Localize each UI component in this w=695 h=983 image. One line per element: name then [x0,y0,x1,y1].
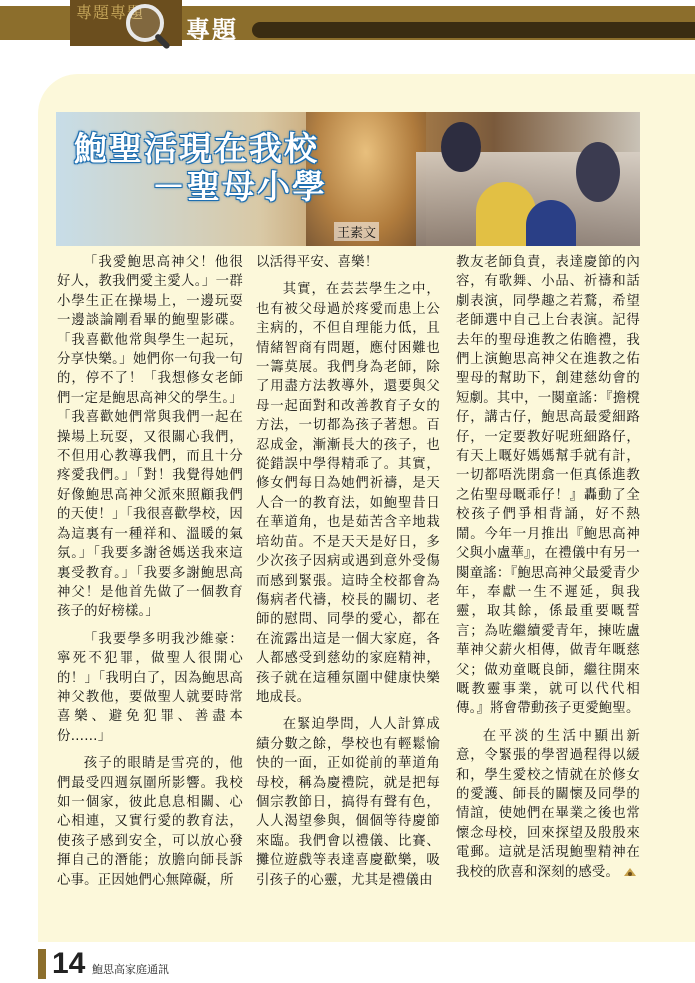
publication-name: 鮑思高家庭通訊 [92,963,169,976]
hero-photo-person [576,142,620,202]
hero-photo-child [526,200,576,246]
paragraph-last [456,727,640,882]
hero-photo-person [441,122,481,172]
logo-ghost-text: 專題專題 [76,3,145,22]
paragraph: 教友老師負責，表達慶節的內容，有歌舞、小品、祈禱和話劇表演，同學趣之若鶩，希望老師選中自己上台表演。記得去年的聖母進教之佑瞻禮，我們上演鮑思高神父在進教之佑聖母的幫助下，創建慈幼會的短劇。其中，一闋童謠：『擔櫈仔，講古仔，鮑思高最愛細路仔，一定要教好呢班細路仔，有天上嘅好媽媽幫手就有計，一切都唔洗閉翕一佢真係進教之佑聖母嘅乖仔！』轟動了全校孩子們爭相背誦，好不熱鬧。今年一月推出『鮑思高神父與小盧華』，在禮儀中有另一闋童謠：『鮑思高神父最愛青少年，奉獻一生不遲延，與我靈，取其餘，係最重要嘅誓言；為咗繼續愛青年，揀咗盧華神父薪火相傳，做青年嘅慈父；做劝童嘅良師，繼往開來嘅教靈事業，就可以代代相傳。』將會帶動孩子更愛鮑聖。 [456,255,640,717]
end-mark-icon [622,866,638,878]
text-column-1 [57,253,243,890]
page-header [0,0,695,46]
paragraph-text: 在平淡的生活中顯出新意，令緊張的學習過程得以緩和，學生愛校之情就在於修女的愛護、師長的關懷及同學的情誼，使她們在畢業之後也常懷念母校，回來探望及殷殷來電郵。這就是活現鮑聖精神在我校的欣喜和深刻的感受。 [456,728,640,880]
paragraph: 以活得平安、喜樂！ [256,255,379,270]
article-author: 王素文 [334,222,379,241]
paragraph: 其實，在芸芸學生之中，也有被父母過於疼愛而患上公主病的，不但自理能力低，且情緒智商有問題，應付困難也一籌莫展。我們身為老師，除了用盡方法教導外，還要與父母一起面對和改善教育子女的方法，一切都為孩子著想。百忍成金，漸漸長大的孩子，也從錯誤中學得精乖了。其實，修女們每日為她們祈禱，是天人合一的教育法，如鮑聖昔日在華道角，也是茹苦含辛地栽培幼苗。不是天天是好日，多少次孩子因病或遇到意外受傷而感到緊張。這時全校都會為傷病者代禱，校長的關切、老師的慰問、同學的愛心，都在在流露出這是一個大家庭，各人都感受到慈幼的家庭精神，孩子就在這種氛圍中健康快樂地成長。 [256,282,440,705]
paragraph: 「我愛鮑思高神父！他很好人，教我們愛主愛人。」一群小學生正在操場上，一邊玩耍一邊談論剛看畢的鮑聖影碟。「我喜歡他常與學生一起玩，分享快樂。」她們你一句我一句的，停不了！「我想修女老師們一定是鮑思高神父的學生。」「我喜歡她們常與我們一起在操場上玩耍，又很關心我們，不但用心教導我們，而且十分疼愛我們。」「對！我覺得她們好像鮑思高神父派來照顧我們的天使！」「我很喜歡學校，因為這裏有一種祥和、溫暖的氣氛。」「我要多謝爸媽送我來這裏受教育。」「我要多謝鮑思高神父！是他首先做了一個教育孩子的好榜樣。」 [57,255,243,620]
paragraph: 孩子的眼睛是雪亮的，他們最受四週氛圍所影響。我校如一個家，彼此息息相關、心心相連，又實行愛的教育法，使孩子感到安全，可以放心發揮自己的潛能；放膽向師長訴心事。正因她們心無障礙，所 [57,756,243,888]
section-title: 專題 [186,16,238,44]
article-subtitle: －聖母小學 [152,167,327,206]
header-strip [252,22,695,38]
hero-photo [56,112,640,246]
paragraph: 「我要學多明我沙維豪：寧死不犯罪，做聖人很開心的！」「我明白了，因為鮑思高神父教他，要做聖人就要時常喜樂、避免犯罪、善盡本份……」 [57,631,243,744]
text-column-2 [256,253,440,890]
article-title: 鮑聖活現在我校 [74,129,319,168]
text-column-3 [456,253,640,882]
page-number: 14 [52,947,86,980]
paragraph: 在緊迫學問，人人計算成績分數之餘，學校也有輕鬆愉快的一面，正如從前的華道角母校，稱為慶禮院，就是把每個宗教節日，搞得有聲有色，人人渴望參與，個個等待慶節來臨。我們會以禮儀、比賽、攤位遊戲等表達喜慶歡樂，吸引孩子的心靈，尤其是禮儀由 [256,717,440,888]
